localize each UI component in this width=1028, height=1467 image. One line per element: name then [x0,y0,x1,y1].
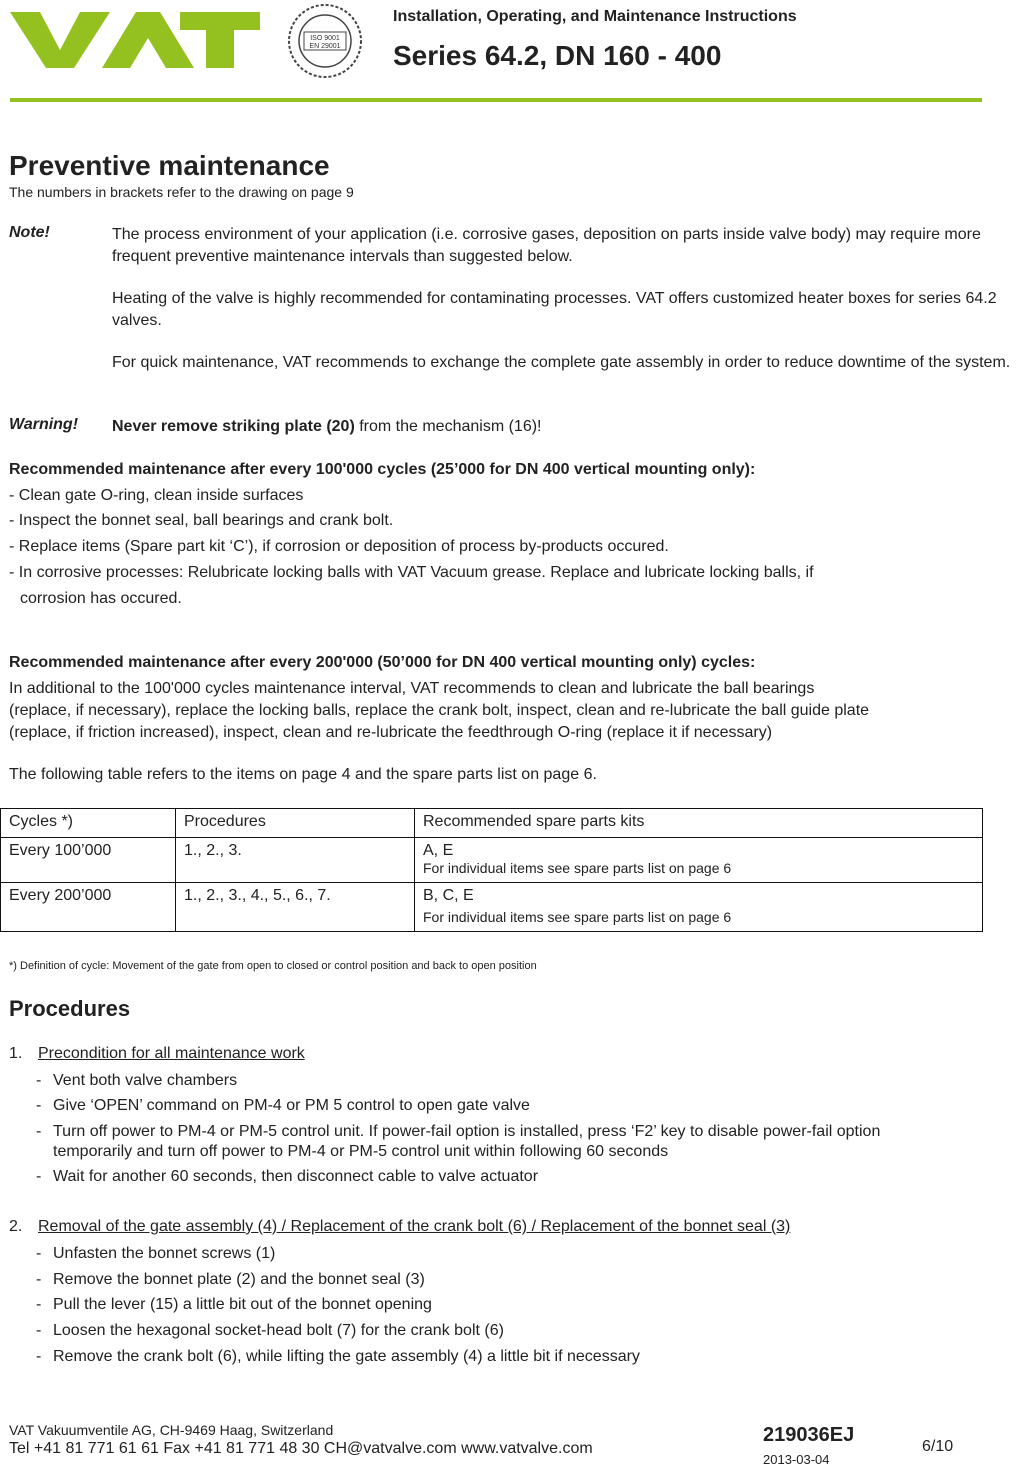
table-header-row [1,809,983,838]
document-date: 2013-03-04 [763,1452,830,1467]
list-item-text: Turn off power to PM-4 or PM-5 control unit. If power-fail option is installed, press ‘F2’ key to disable power-fail option [53,1123,881,1140]
list-item: - Remove the bonnet plate (2) and the bonnet seal (3) [36,1271,425,1288]
svg-text:EN 29001: EN 29001 [309,43,341,50]
maint100-item: - Replace items (Spare part kit ‘C’), if corrosion or deposition of process by-products occured. [9,538,669,555]
maint100-item: corrosion has occured. [20,590,182,607]
document-number: 219036EJ [763,1424,855,1446]
section-title: Preventive maintenance [9,150,330,181]
list-item-text: Remove the bonnet plate (2) and the bonnet seal (3) [53,1271,425,1288]
table-row [1,883,983,932]
kits-value: A, E [423,842,454,859]
note-label: Note! [9,224,50,241]
section-subtitle: The numbers in brackets refer to the drawing on page 9 [9,184,354,200]
list-item: - Vent both valve chambers [36,1072,238,1089]
procedure-1-number: 1. [9,1045,23,1062]
warning-rest: from the mechanism (16)! [354,418,542,435]
cell-procedures: 1., 2., 3., 4., 5., 6., 7. [176,883,415,932]
list-item-text: Unfasten the bonnet screws (1) [53,1245,276,1262]
note-paragraph-1: The process environment of your application (i.e. corrosive gases, deposition on parts inside valve body) may require more frequent preventive maintenance intervals than suggested below. [112,226,981,265]
maint100-heading: Recommended maintenance after every 100'000 cycles (25’000 for DN 400 vertical mounting only): [9,461,756,478]
procedure-1-title: Precondition for all maintenance work [38,1045,305,1062]
series-title: Series 64.2, DN 160 - 400 [393,40,722,71]
procedure-2-title: Removal of the gate assembly (4) / Replacement of the crank bolt (6) / Replacement of the bonnet seal (3) [38,1218,791,1235]
procedures-title: Procedures [9,996,131,1021]
cell-kits [415,838,983,883]
list-item-text: Loosen the hexagonal socket-head bolt (7) for the crank bolt (6) [53,1322,504,1339]
maint100-item: - Inspect the bonnet seal, ball bearings and crank bolt. [9,512,394,529]
warning-text [112,416,1024,438]
header-divider [10,98,982,102]
list-item: - Turn off power to PM-4 or PM-5 control unit. If power-fail option is installed, press ‘F2’ key to disable power-fail option [36,1123,881,1140]
list-item-text: Wait for another 60 seconds, then disconnect cable to valve actuator [53,1168,539,1185]
list-item: - Give ‘OPEN’ command on PM-4 or PM 5 control to open gate valve [36,1097,530,1114]
kits-note: For individual items see spare parts list on page 6 [423,909,732,925]
document-type: Installation, Operating, and Maintenance Instructions [393,8,797,25]
table-row [1,838,983,883]
footer-company: VAT Vakuumventile AG, CH-9469 Haag, Switzerland [9,1422,334,1438]
cell-procedures: 1., 2., 3. [176,838,415,883]
warning-bold: Never remove striking plate (20) [112,418,355,435]
maint200-line: (replace, if friction increased), inspect, clean and re-lubricate the feedthrough O-ring (replace it if necessary) [9,724,773,741]
list-item: - Unfasten the bonnet screws (1) [36,1245,276,1262]
list-item: - Remove the crank bolt (6), while lifting the gate assembly (4) a little bit if necessary [36,1348,640,1365]
note-paragraph-2: Heating of the valve is highly recommended for contaminating processes. VAT offers customized heater boxes for series 64.2 valves. [112,290,997,329]
list-item-text: Pull the lever (15) a little bit out of the bonnet opening [53,1296,432,1313]
note-paragraph-3: For quick maintenance, VAT recommends to exchange the complete gate assembly in order to reduce downtime of the system. [112,354,1011,371]
list-item: - Pull the lever (15) a little bit out of the bonnet opening [36,1296,432,1313]
maintenance-table [0,808,983,932]
maint200-line: In additional to the 100'000 cycles maintenance interval, VAT recommends to clean and lubricate the ball bearings [9,680,815,697]
warning-label: Warning! [9,416,79,433]
cycle-footnote: *) Definition of cycle: Movement of the gate from open to closed or control position and back to open position [9,960,537,972]
maint100-item: - In corrosive processes: Relubricate locking balls with VAT Vacuum grease. Replace and lubricate locking balls, if [9,564,814,581]
maint200-heading: Recommended maintenance after every 200'000 (50’000 for DN 400 vertical mounting only) cycles: [9,654,756,671]
kits-value: B, C, E [423,887,474,904]
svg-text:ISO 9001: ISO 9001 [310,35,340,42]
page-number: 6/10 [922,1438,954,1455]
list-item: - Wait for another 60 seconds, then disconnect cable to valve actuator [36,1168,539,1185]
footer-contact: Tel +41 81 771 61 61 Fax +41 81 771 48 30 CH@vatvalve.com www.vatvalve.com [9,1440,593,1457]
list-item-continuation: temporarily and turn off power to PM-4 or PM-5 control unit within following 60 seconds [53,1143,669,1160]
list-item: - Loosen the hexagonal socket-head bolt (7) for the crank bolt (6) [36,1322,504,1339]
cell-kits [415,883,983,932]
cell-cycles: Every 200’000 [1,883,176,932]
list-item-text: Vent both valve chambers [53,1072,238,1089]
iso-certification-seal [286,2,364,80]
header-kits: Recommended spare parts kits [415,809,983,838]
maint200-line: (replace, if necessary), replace the locking balls, replace the crank bolt, inspect, clean and re-lubricate the ball guide plate [9,702,870,719]
list-item-text: Remove the crank bolt (6), while lifting the gate assembly (4) a little bit if necessary [53,1348,640,1365]
header-procedures: Procedures [176,809,415,838]
kits-note: For individual items see spare parts list on page 6 [423,860,732,876]
procedure-2-number: 2. [9,1218,23,1235]
table-reference: The following table refers to the items on page 4 and the spare parts list on page 6. [9,766,597,783]
header-cycles: Cycles *) [1,809,176,838]
maint100-item: - Clean gate O-ring, clean inside surfaces [9,487,304,504]
vat-logo [10,10,260,70]
cell-cycles: Every 100’000 [1,838,176,883]
list-item-text: Give ‘OPEN’ command on PM-4 or PM 5 control to open gate valve [53,1097,530,1114]
